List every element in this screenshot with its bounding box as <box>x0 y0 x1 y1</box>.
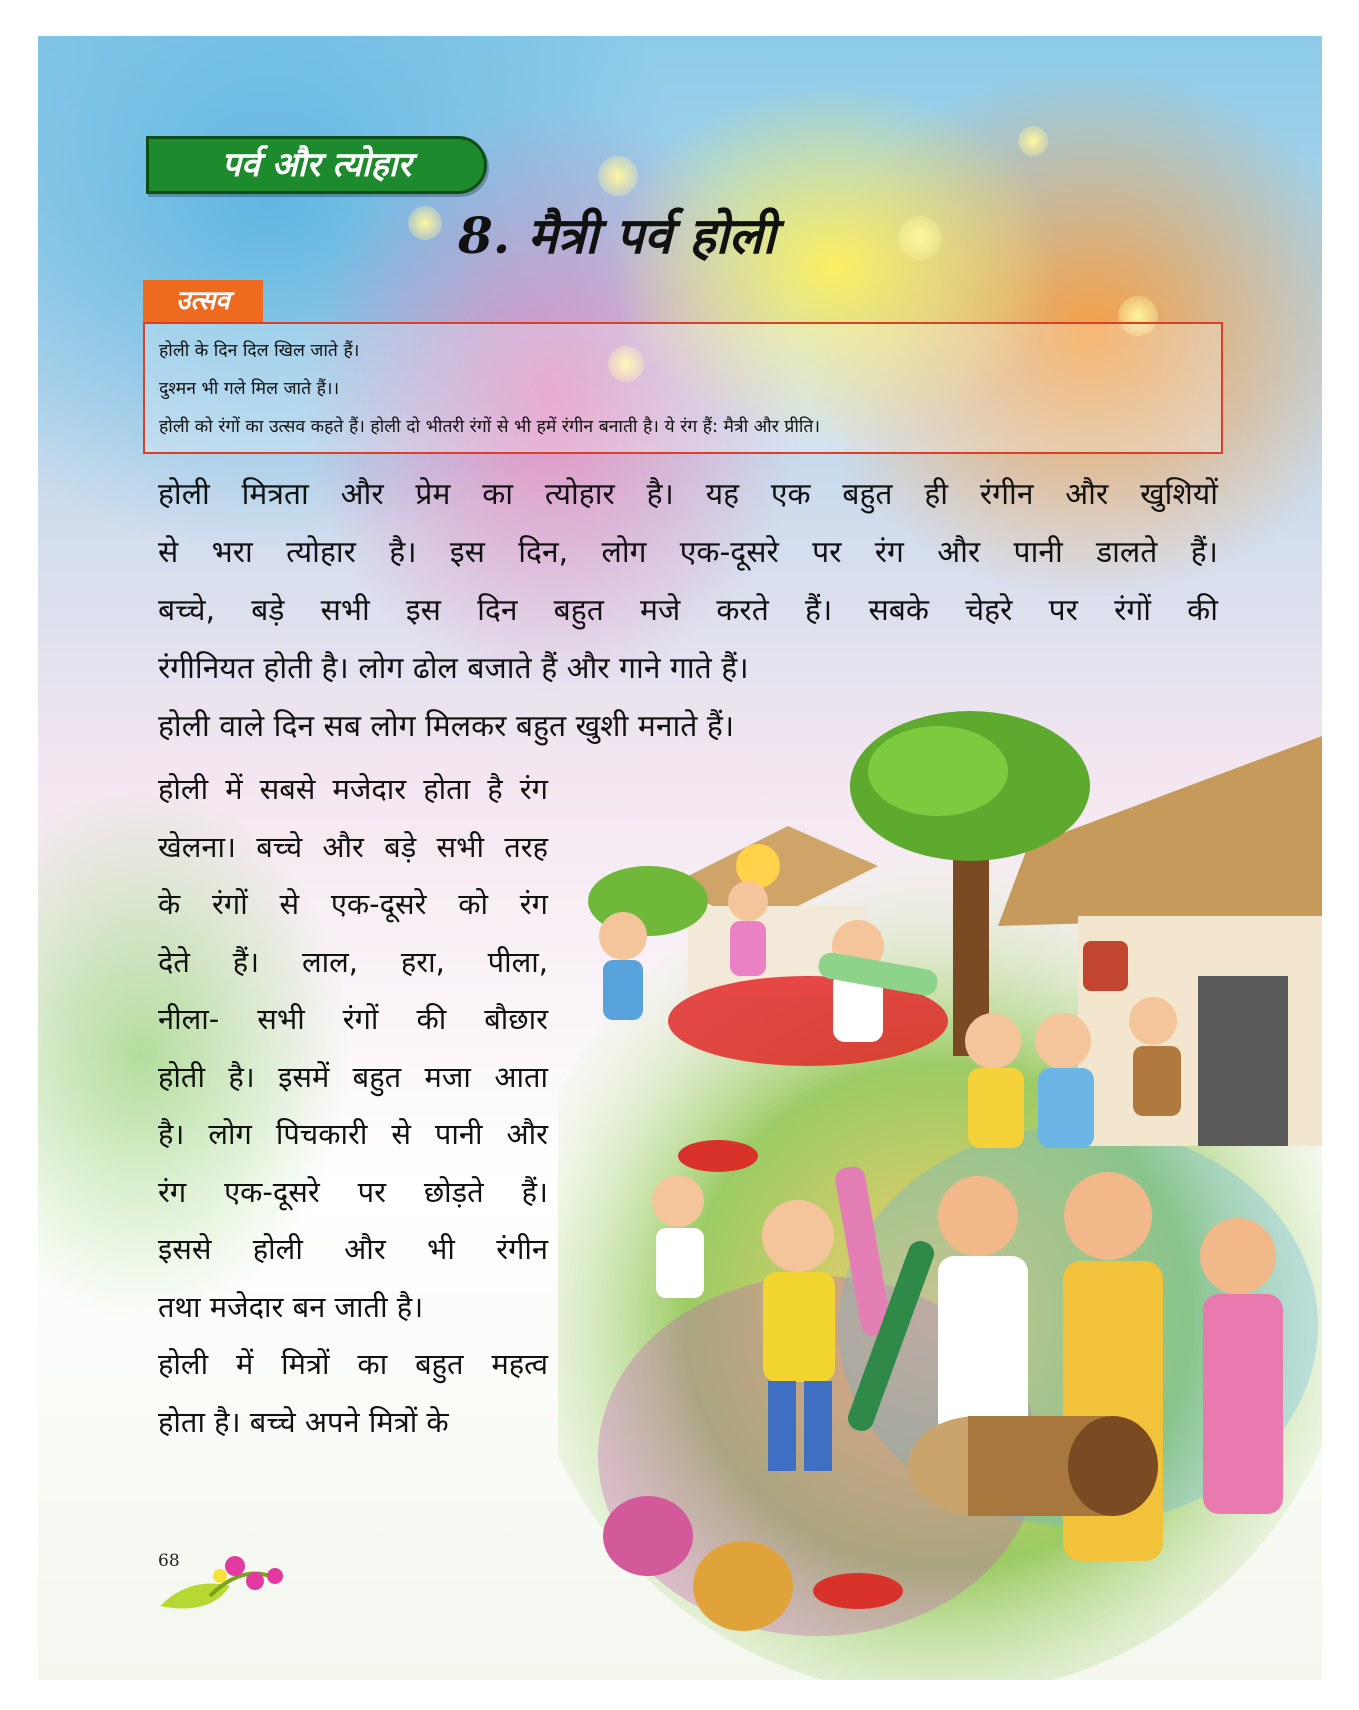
text-line: खेलना। बच्चे और बड़े सभी तरह <box>158 829 548 864</box>
text-line: होती है। इसमें बहुत मजा आता <box>158 1059 548 1094</box>
sparkle-decoration <box>408 206 442 240</box>
text-line: होली में मित्रों का बहुत महत्व <box>158 1347 548 1381</box>
text-line: नीला- सभी रंगों की बौछार <box>158 1002 548 1036</box>
text-line: रंग एक-दूसरे पर छोड़ते हैं। <box>158 1174 548 1209</box>
holi-illustration <box>558 676 1322 1680</box>
sparkle-decoration <box>1018 126 1048 156</box>
text-line: होली मित्रता और प्रेम का त्योहार है। यह एक बहुत ही रंगीन और खुशियों <box>158 477 1218 512</box>
intro-line: होली के दिन दिल खिल जाते हैं। <box>159 341 360 361</box>
text-line: होली में सबसे मजेदार होता है रंग <box>158 772 548 806</box>
text-line: इससे होली और भी रंगीन <box>158 1232 548 1266</box>
text-line: होता है। बच्चे अपने मित्रों के <box>158 1404 449 1439</box>
intro-tag: उत्सव <box>143 280 263 322</box>
intro-box <box>143 322 1223 454</box>
text-line: देते हैं। लाल, हरा, पीला, <box>158 944 548 979</box>
text-line: है। लोग पिचकारी से पानी और <box>158 1117 548 1151</box>
text-line: रंगीनियत होती है। लोग ढोल बजाते हैं और गाने गाते हैं। <box>158 651 749 686</box>
text-line: के रंगों से एक-दूसरे को रंग <box>158 887 548 921</box>
chapter-title: 8. मैत्री पर्व होली <box>458 206 776 265</box>
textbook-page <box>38 36 1322 1680</box>
page-number: 68 <box>158 1551 180 1571</box>
intro-line: होली को रंगों का उत्सव कहते हैं। होली दो भीतरी रंगों से भी हमें रंगीन बनाती है। ये रंग हैं: मैत्री और प्रीति। <box>159 417 821 437</box>
text-line: होली वाले दिन सब लोग मिलकर बहुत खुशी मनाते हैं। <box>158 709 735 744</box>
intro-line: दुश्मन भी गले मिल जाते हैं।। <box>159 379 340 399</box>
category-label: पर्व और त्योहार <box>146 136 487 194</box>
sparkle-decoration <box>598 156 638 196</box>
dholak-drum-icon <box>908 1416 1158 1516</box>
text-line: तथा मजेदार बन जाती है। <box>158 1289 424 1324</box>
paragraph-left-column <box>158 761 548 1451</box>
text-line: से भरा त्योहार है। इस दिन, लोग एक-दूसरे पर रंग और पानी डालते हैं। <box>158 535 1218 570</box>
text-line: बच्चे, बड़े सभी इस दिन बहुत मजे करते हैं। सबके चेहरे पर रंगों की <box>158 593 1218 628</box>
